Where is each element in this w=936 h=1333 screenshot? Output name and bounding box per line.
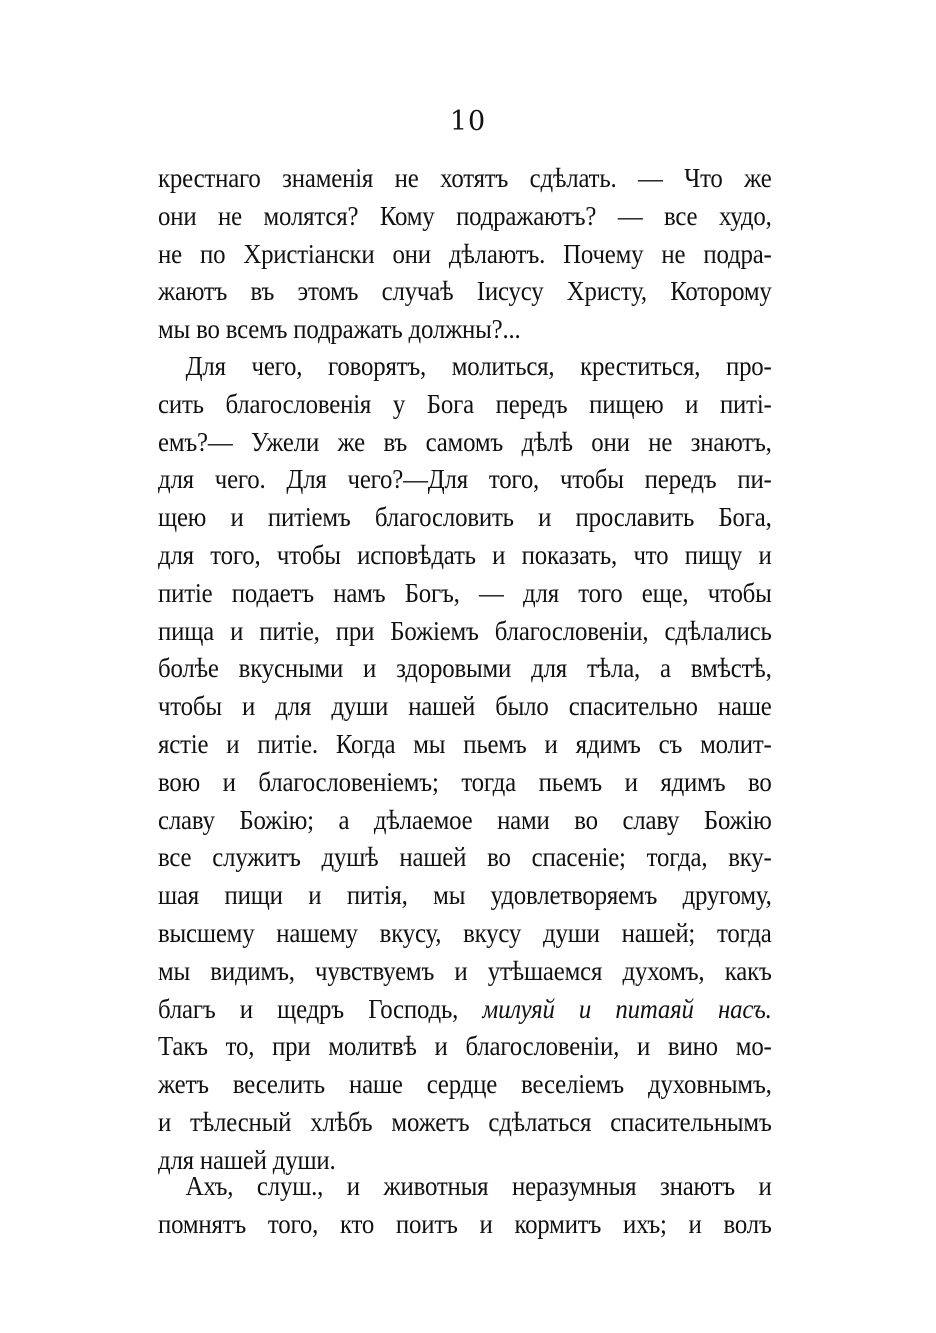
text-line: болѣе вкусными и здоровыми для тѣла, а вмѣстѣ, bbox=[158, 653, 772, 684]
italic-phrase: милуяй и питаяй насъ. bbox=[482, 993, 772, 1024]
text-line: славу Божію; а дѣлаемое нами во славу Божію bbox=[158, 804, 772, 835]
text-line: мы видимъ, чувствуемъ и утѣшаемся духомъ, какъ bbox=[158, 955, 772, 986]
paragraph-1 bbox=[158, 160, 772, 349]
text-line: высшему нашему вкусу, вкусу души нашей; тогда bbox=[158, 917, 772, 948]
text-line-with-italic bbox=[158, 991, 772, 1029]
text-line: жаютъ въ этомъ случаѣ Іисусу Христу, Которому bbox=[158, 276, 772, 307]
text-line: сить благословенія у Бога передъ пищею и питі- bbox=[158, 388, 772, 419]
text-line: чтобы и для души нашей было спасительно наше bbox=[158, 691, 772, 722]
text-line: Такъ то, при молитвѣ и благословеніи, и вино мо- bbox=[158, 1031, 772, 1062]
text-line: все служитъ душѣ нашей во спасеніе; тогда, вку- bbox=[158, 842, 772, 873]
text-line: мы во всемъ подражать должны?... bbox=[158, 314, 521, 345]
text-line: Ахъ, слуш., и животныя неразумныя знаютъ и bbox=[185, 1171, 772, 1201]
text-line: крестнаго знаменія не хотятъ сдѣлать. — Что же bbox=[158, 163, 772, 193]
text-line: жетъ веселить наше сердце веселіемъ духовнымъ, bbox=[158, 1069, 772, 1100]
text-segment: благъ и щедръ Господь, bbox=[158, 993, 459, 1024]
page-number: 10 bbox=[449, 106, 487, 137]
paragraph-3 bbox=[158, 1168, 772, 1244]
text-line: не по Христіански они дѣлаютъ. Почему не подра- bbox=[158, 238, 772, 269]
text-line: для чего. Для чего?—Для того, чтобы передъ пи- bbox=[158, 464, 772, 495]
text-line: ястіе и питіе. Когда мы пьемъ и ядимъ съ молит- bbox=[158, 728, 772, 759]
text-line: они не молятся? Кому подражаютъ? — все худо, bbox=[158, 200, 772, 231]
text-line: вою и благословеніемъ; тогда пьемъ и ядимъ во bbox=[158, 766, 772, 797]
text-line: Для чего, говорятъ, молиться, креститься, про- bbox=[185, 351, 772, 381]
text-line: помнятъ того, кто поитъ и кормитъ ихъ; и волъ bbox=[158, 1208, 772, 1239]
text-line: и тѣлесный хлѣбъ можетъ сдѣлаться спасительнымъ bbox=[158, 1106, 772, 1137]
text-line: емъ?— Ужели же въ самомъ дѣлѣ они не знаютъ, bbox=[158, 426, 772, 457]
text-line: щею и питіемъ благословить и прославить Бога, bbox=[158, 502, 772, 533]
text-line: пища и питіе, при Божіемъ благословеніи, сдѣлались bbox=[158, 615, 772, 646]
text-line: питіе подаетъ намъ Богъ, — для того еще, чтобы bbox=[158, 577, 772, 608]
text-line: для того, чтобы исповѣдать и показать, что пищу и bbox=[158, 539, 772, 570]
text-line: для нашей души. bbox=[158, 1144, 336, 1175]
paragraph-2 bbox=[158, 348, 772, 1180]
text-line: шая пищи и питія, мы удовлетворяемъ другому, bbox=[158, 880, 772, 911]
